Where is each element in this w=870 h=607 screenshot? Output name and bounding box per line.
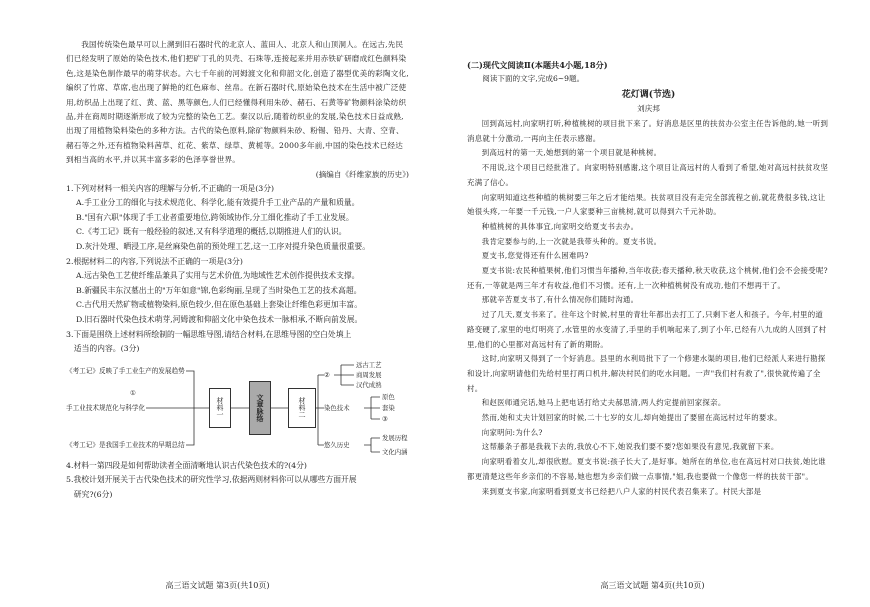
question-2-option-a: A.远古染色工艺使纤维品兼具了实用与艺术价值,为地域性艺术创作提供技术支撑。 — [76, 271, 360, 281]
mind-map-item: 原色 — [382, 392, 395, 401]
question-1-option-c: C.《考工记》既有一般经验的叙述,又有科学道理的概括,以期推进人们的认识。 — [76, 227, 347, 237]
story-body — [467, 117, 830, 499]
question-5: 5.我校计划开展关于古代染色技术的研究性学习,依据两则材料你可以从哪些方面开展 — [66, 475, 357, 485]
question-1-option-a: A.手工业分工的细化与技术规范化、科学化,能有效提升手工业产品的产量和质量。 — [76, 198, 360, 208]
question-1: 1.下列对材料一相关内容的理解与分析,不正确的一项是(3分) — [66, 183, 275, 193]
mind-map-dye-technique: 染色技术 — [324, 403, 350, 412]
story-paragraph: 过了几天,夏支书来了。往年这个时候,村里的青壮年都出去打工了,只剩下老人和孩子。今年,村里的道路变硬了,家里的电灯明亮了,水管里的水变清了,手里的手机响起来了,到了小年,已经有八九成的人回到了村里,他们的心里都对高远村有了新的期盼。 — [467, 310, 827, 349]
mind-map-blank-2: ② — [324, 370, 330, 379]
mind-map-left-1: 《考工记》反映了手工业生产的发展趋势 — [66, 366, 185, 375]
mind-map-item: 远古工艺 — [356, 360, 382, 369]
story-paragraph: 向家明知道这些种植的桃树要三年之后才能结果。扶贫项目没有走完全部流程之前,就花费很多钱,这让她很头疼,一年要一千元钱,一户人家要种三亩桃树,就可以得到六千元补助。 — [467, 192, 826, 217]
story-paragraph: 这帮藤条子都是我栽下去的,我放心不下,她说我们要不要?您如果没有意见,我就留下来。 — [481, 442, 779, 452]
mind-map — [66, 361, 411, 457]
story-paragraph: 向家明看着女儿,却很欣慰。夏支书说:孩子长大了,是好事。她所在的单位,也在高远村对口扶贫,她比谁都更清楚这些年乡亲们的不容易,她也想为乡亲们做一点事情,"姐,我也要做一个像您一样的扶贫干部"。 — [467, 457, 826, 481]
right-page — [435, 0, 870, 607]
question-2: 2.根据材料二的内容,下列说法不正确的一项是(3分) — [66, 256, 243, 266]
story-paragraph: 这时,向家明又得到了一个好消息。县里的水利局批下了一个修建水渠的项目,他们已经派人来进行勘探和设计,向家明请他们先给村里打两口机井,解决村民们的吃水问题。一声"我们村有救了",很快就传遍了全村。 — [467, 354, 826, 393]
story-paragraph: 来到夏支书家,向家明看到夏支书已经把八户人家的村民代表召集来了。村民大部是 — [481, 486, 762, 496]
story-author: 刘庆邦 — [637, 104, 660, 113]
mind-map-blank-1: ① — [130, 388, 136, 397]
passage-paragraph: 我国传统染色最早可以上溯到旧石器时代的北京人、蓝田人、北京人和山顶洞人。在远古,先民们已经发明了原始的染色技术,他们把矿丁孔的贝壳、石珠等,连接起来并用赤铁矿研磨成红色颜料染色,这是染色制作最早的萌芽状态。六七千年前的河姆渡文化和仰韶文化,创造了器型优美的彩陶文化,编织了竹席、草席,也出现了鲜艳的红色麻布、丝帛。在新石器时代,原始染色技术在生活中被广泛使用,纺织品上出现了红、黄、蓝、黑等颜色,人们已经懂得利用朱砂、赭石、石黄等矿物颜料涂染纺织品,并在商周时期逐渐形成了较为完整的染色工艺。秦汉以后,随着纺织业的发展,染色技术日益成熟,出现了用植物染料染色的多种方法。古代的染色原料,除矿物颜料朱砂、粉锡、铅丹、大青、空青、赭石等之外,还有植物染料茜草、红花、紫草、绿草、黄栀等。2000多年前,中国的染色技术已经达到相当高的水平,并以其丰富多彩的色泽享誉世界。 — [66, 40, 409, 165]
story-paragraph: 然而,她和丈夫计划回家的时候,二十七岁的女儿,却向她提出了要留在高远村过年的要求。 — [481, 413, 782, 423]
story-paragraph: 回到高远村,向家明打听,种植桃树的项目批下来了。好消息是区里的扶贫办公室主任告诉他的,她一听到消息就十分激动,一再向主任表示感谢。 — [467, 119, 829, 143]
story-paragraph: 那就辛苦夏支书了,有什么情况你们随时沟通。 — [481, 295, 639, 305]
story-paragraph: 到高远村的第一天,她想到的第一个项目就是种桃树。 — [481, 148, 662, 158]
section-heading: (二)现代文阅读Ⅱ(本题共4小题,18分) — [467, 60, 608, 70]
story-paragraph: 夏支书,您觉得还有什么困难吗? — [481, 251, 589, 261]
material-2-box: 材料二 — [288, 388, 316, 428]
story-paragraph: 不用说,这个项目已经批准了。向家明特别感谢,这个项目让高远村的人看到了希望,她对高远村扶贫攻坚充满了信心。 — [467, 163, 829, 187]
question-4: 4.材料一第四段是如何帮助读者全面清晰地认识古代染色技术的?(4分) — [66, 460, 307, 470]
story-paragraph: 向家明问:为什么? — [481, 427, 543, 437]
mind-map-item: 套染 — [382, 403, 395, 412]
question-2-option-c: C.古代用天然矿物或植物染料,原色较少,但在原色基础上套染让纤维色彩更加丰富。 — [76, 300, 363, 310]
source-citation: (摘编自《纤维家族的历史》) — [315, 169, 409, 179]
mind-map-blank-3: ③ — [382, 414, 388, 423]
section-intro: 阅读下面的文字,完成6~9题。 — [482, 74, 585, 83]
story-title: 花灯调(节选) — [621, 90, 676, 100]
page-footer: 高三语文试题 第3页(共10页) — [165, 581, 270, 590]
mind-map-item: 文化内涵 — [382, 447, 408, 456]
mind-map-left-3: 《考工记》是我国手工业技术的早期总结 — [66, 440, 185, 449]
story-paragraph: 和赵医师通完话,她马上把电话打给丈夫郝思清,两人约定提前回家探亲。 — [481, 398, 726, 408]
question-5-cont: 研究?(6分) — [73, 489, 113, 499]
story-paragraph: 我肯定要参与的,上一次就是我带头种的。夏支书说。 — [481, 236, 662, 246]
article-structure-box: 文章脉络 — [249, 381, 271, 435]
page-footer: 高三语文试题 第4页(共10页) — [600, 581, 705, 590]
material-1-box: 材料一 — [209, 388, 231, 428]
question-1-option-d: D.灰汁处理、晒浸工序,是丝麻染色前的预处理工艺,这一工序对提升染色质量很重要。 — [76, 242, 371, 252]
question-1-option-b: B."国有六职"体现了手工业者重要地位,跨领域协作,分工细化推动了手工业发展。 — [76, 212, 354, 222]
mind-map-left-2: 手工业技术规范化与科学化 — [66, 403, 146, 412]
mind-map-item: 商周发展 — [356, 370, 382, 379]
story-paragraph: 夏支书说:农民种植果树,他们习惯当年播种,当年收获;春天播种,秋天收获,这个桃树,他们会不会接受呢?还有,一等就是两三年才有收益,他们不习惯。还有,上一次种植桃树没有成功,他们不想再干了。 — [467, 266, 828, 290]
question-2-option-b: B.新疆民丰东汉墓出土的"万年如意"锦,色彩绚丽,呈现了当时染色工艺的技术高超。 — [76, 285, 362, 295]
mind-map-long-history: 悠久历史 — [324, 440, 350, 449]
mind-map-item: 发展历程 — [382, 433, 408, 442]
question-2-option-d: D.旧石器时代染色技术萌芽,河姆渡和仰韶文化中染色技术一脉相承,不断向前发展。 — [76, 315, 363, 324]
mind-map-item: 汉代成熟 — [356, 380, 382, 389]
question-3-cont: 适当的内容。(3分) — [73, 344, 140, 354]
story-paragraph: 种植桃树的具体事宜,向家明交给夏支书去办。 — [481, 221, 639, 231]
question-3: 3.下面是围绕上述材料所绘制的一幅思维导图,请结合材料,在思维导图的空白处填上 — [66, 329, 352, 339]
